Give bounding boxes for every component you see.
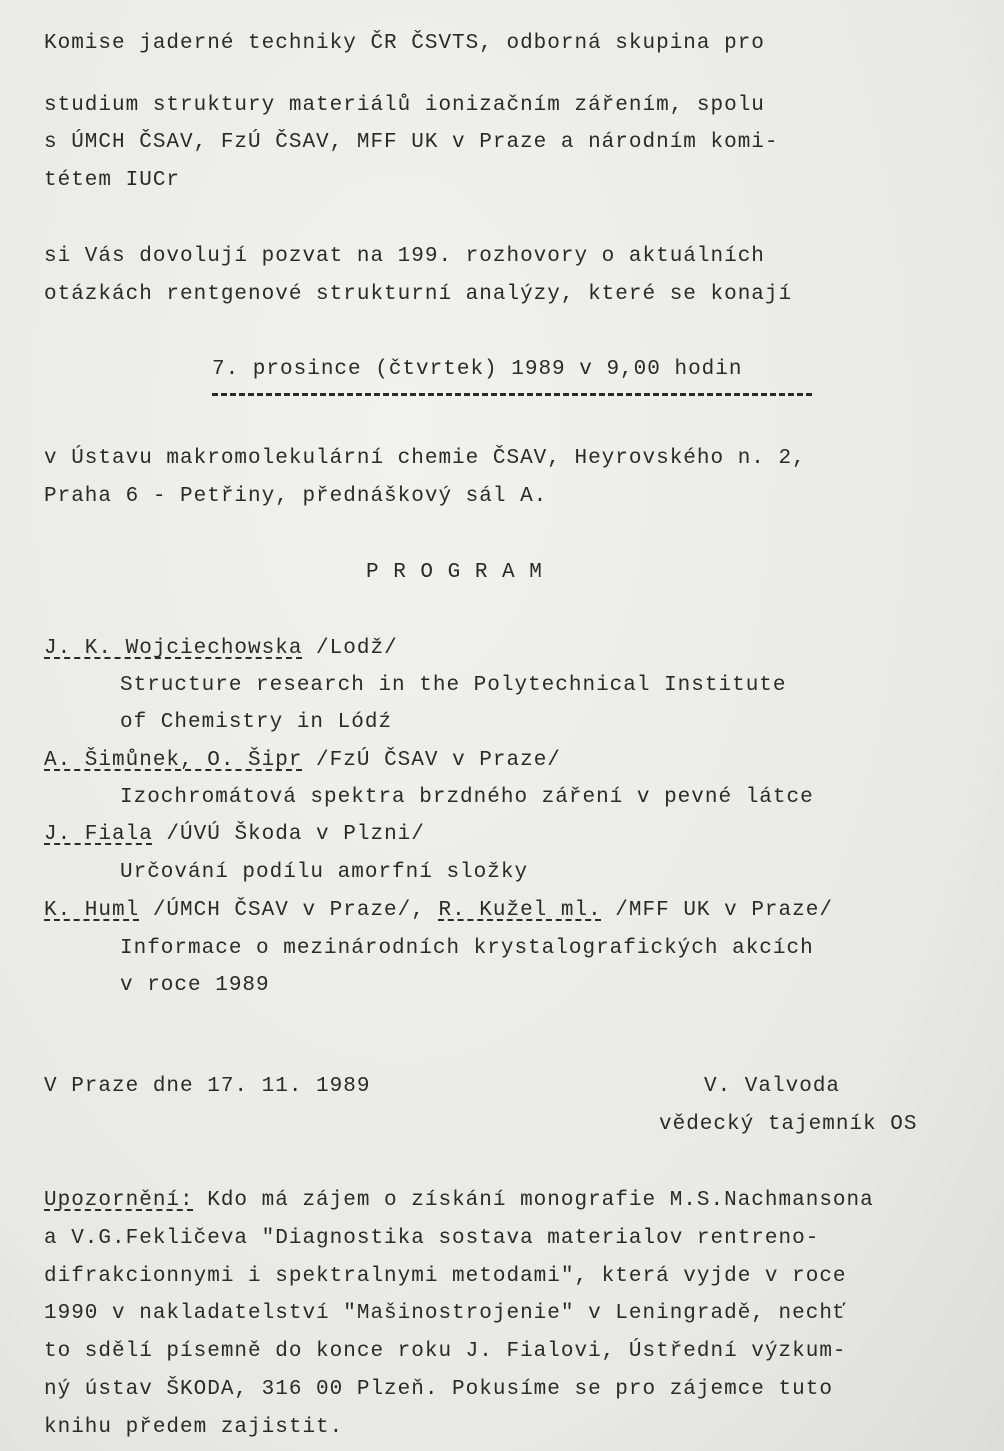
program-item-2-header xyxy=(44,749,561,773)
notice-line-7: knihu předem zajistit. xyxy=(44,1416,344,1439)
place-date: V Praze dne 17. 11. 1989 xyxy=(44,1075,371,1098)
intro-line-3: s ÚMCH ČSAV, FzÚ ČSAV, MFF UK v Praze a národním komi- xyxy=(44,131,779,154)
program-item-3-title-line-1: Určování podílu amorfní složky xyxy=(120,861,529,884)
program-item-2-title-line-1: Izochromátová spektra brzdného záření v pevné látce xyxy=(120,786,814,809)
notice-line-5: to sdělí písemně do konce roku J. Fialovi, Ústřední výzkum- xyxy=(44,1340,847,1363)
event-date: 7. prosince (čtvrtek) 1989 v 9,00 hodin xyxy=(212,358,743,381)
speaker-name-2: R. Kužel ml. xyxy=(438,899,602,922)
notice-line-4: 1990 v nakladatelství "Mašinostrojenie" v Leningradě, nechť xyxy=(44,1302,847,1325)
program-item-1-title-line-1: Structure research in the Polytechnical Institute xyxy=(120,674,787,697)
signature-name: V. Valvoda xyxy=(704,1075,841,1098)
program-item-3-header xyxy=(44,823,425,847)
program-item-4-title-line-2: v roce 1989 xyxy=(120,974,270,997)
speaker-name: J. K. Wojciechowska xyxy=(44,637,303,660)
intro-line-4: tétem IUCr xyxy=(44,169,181,192)
speaker-affiliation: /ÚMCH ČSAV v Praze/, xyxy=(139,899,439,922)
program-heading: P R O G R A M xyxy=(366,561,543,584)
notice-line-2: a V.G.Fekličeva "Diagnostika sostava materialov rentreno- xyxy=(44,1227,820,1250)
invitation-line-2: otázkách rentgenové strukturní analýzy, které se konají xyxy=(44,283,793,306)
invitation-line-1: si Vás dovolují pozvat na 199. rozhovory o aktuálních xyxy=(44,245,765,268)
venue-line-1: v Ústavu makromolekulární chemie ČSAV, Heyrovského n. 2, xyxy=(44,447,806,470)
speaker-name: J. Fiala xyxy=(44,823,153,846)
intro-line-2: studium struktury materiálů ionizačním zářením, spolu xyxy=(44,94,765,117)
speaker-affiliation-2: /MFF UK v Praze/ xyxy=(601,899,833,922)
speaker-affiliation: /Lodž/ xyxy=(302,637,398,660)
notice-line-6: ný ústav ŠKODA, 316 00 Plzeň. Pokusíme se pro zájemce tuto xyxy=(44,1378,833,1401)
notice-first-line-text: Kdo má zájem o získání monografie M.S.Nachmansona xyxy=(193,1189,874,1212)
program-item-4-title-line-1: Informace o mezinárodních krystalografických akcích xyxy=(120,937,814,960)
notice-line-1 xyxy=(44,1189,874,1213)
signature-role: vědecký tajemník OS xyxy=(659,1113,918,1136)
notice-label: Upozornění: xyxy=(44,1189,194,1212)
date-underline xyxy=(212,393,812,396)
program-item-4-header xyxy=(44,899,833,923)
venue-line-2: Praha 6 - Petřiny, přednáškový sál A. xyxy=(44,485,548,508)
intro-line-1: Komise jaderné techniky ČR ČSVTS, odborná skupina pro xyxy=(44,32,765,55)
speaker-affiliation: /ÚVÚ Škoda v Plzni/ xyxy=(152,823,425,846)
speaker-name: K. Huml xyxy=(44,899,140,922)
program-item-1-header xyxy=(44,637,398,661)
notice-line-3: difrakcionnymi i spektralnymi metodami", která vyjde v roce xyxy=(44,1265,847,1288)
speaker-name: A. Šimůnek, O. Šipr xyxy=(44,749,303,772)
speaker-affiliation: /FzÚ ČSAV v Praze/ xyxy=(302,749,561,772)
program-item-1-title-line-2: of Chemistry in Lódź xyxy=(120,711,393,734)
